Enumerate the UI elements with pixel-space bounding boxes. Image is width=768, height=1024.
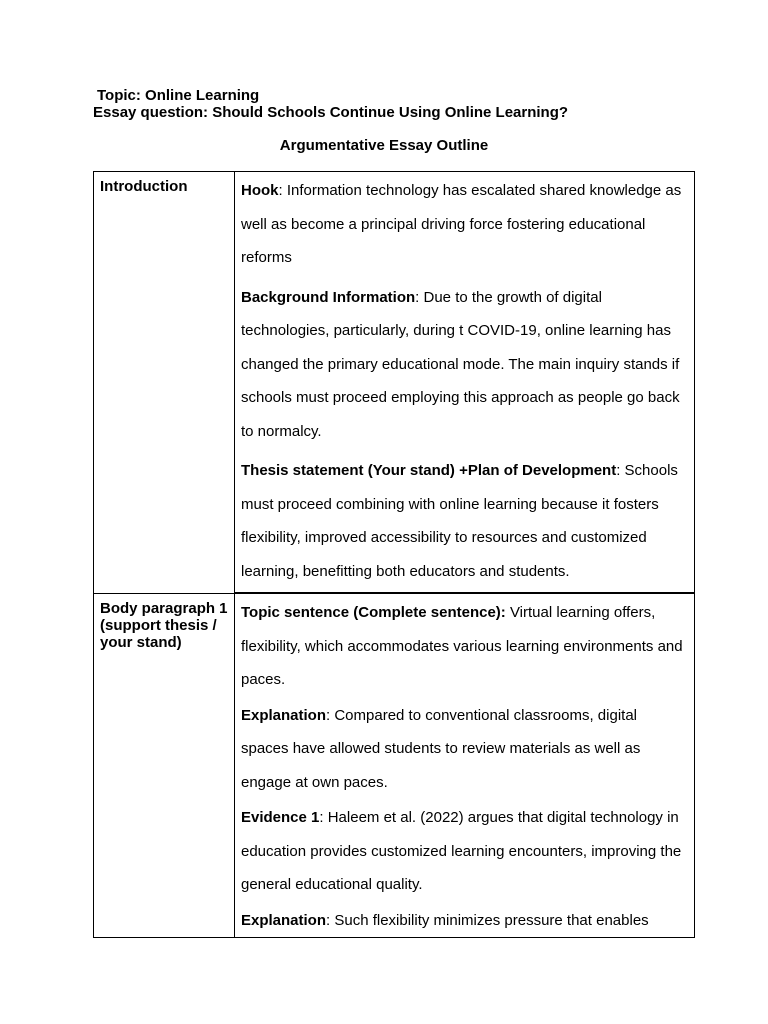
table-row-introduction [94,172,695,594]
row-label-cell [94,172,235,594]
explanation-label: Explanation [241,706,327,724]
row-label: Body paragraph 1 (support thesis / your stand) [100,599,228,651]
topic-line: Topic: Online Learning [97,87,260,104]
outline-title: Argumentative Essay Outline [279,137,489,154]
background-text: : Due to the growth of digital technologies, particularly, during t COVID-19, online learning has changed the primary educational mode. The main inquiry stands if schools must proceed employing this approach as people go back to normalcy. [241,288,680,440]
thesis-paragraph [235,452,694,592]
thesis-text: : Schools must proceed combining with online learning because it fosters flexibility, improved accessibility to resources and customized learning, benefitting both educators and students. [241,462,678,580]
topic-sentence-paragraph [235,594,694,697]
hook-text: : Information technology has escalated shared knowledge as well as become a principal driving force fostering educational reforms [241,182,682,266]
topic-sentence-label: Topic sentence (Complete sentence): [241,604,506,621]
row-label-cell [94,593,235,938]
explanation-text: : Compared to conventional classrooms, digital spaces have allowed students to review materials as well as engage at own paces. [241,706,641,791]
row-content-cell [235,593,695,938]
table-row-body-paragraph-1 [94,593,695,938]
row-label: Introduction [100,178,188,195]
outline-table [93,171,695,938]
explanation-label: Explanation [241,911,327,929]
thesis-label: Thesis statement (Your stand) +Plan of Development [241,462,617,479]
background-label: Background Information [241,288,416,306]
evidence-label: Evidence 1 [241,809,320,826]
evidence-text: : Haleem et al. (2022) argues that digital technology in education provides customized learning encounters, improving the general educational quality. [241,809,682,893]
background-paragraph [235,279,694,453]
explanation-paragraph [235,902,694,938]
hook-paragraph [235,172,694,279]
row-content-cell [235,172,695,594]
explanation-paragraph [235,697,694,800]
explanation-text: : Such flexibility minimizes pressure that enables [326,911,649,929]
essay-question: Essay question: Should Schools Continue Using Online Learning? [93,104,569,121]
evidence-paragraph [235,799,694,902]
hook-label: Hook [241,182,279,199]
topic-sentence-text: Virtual learning offers, flexibility, which accommodates various learning environments and paces. [241,604,683,688]
